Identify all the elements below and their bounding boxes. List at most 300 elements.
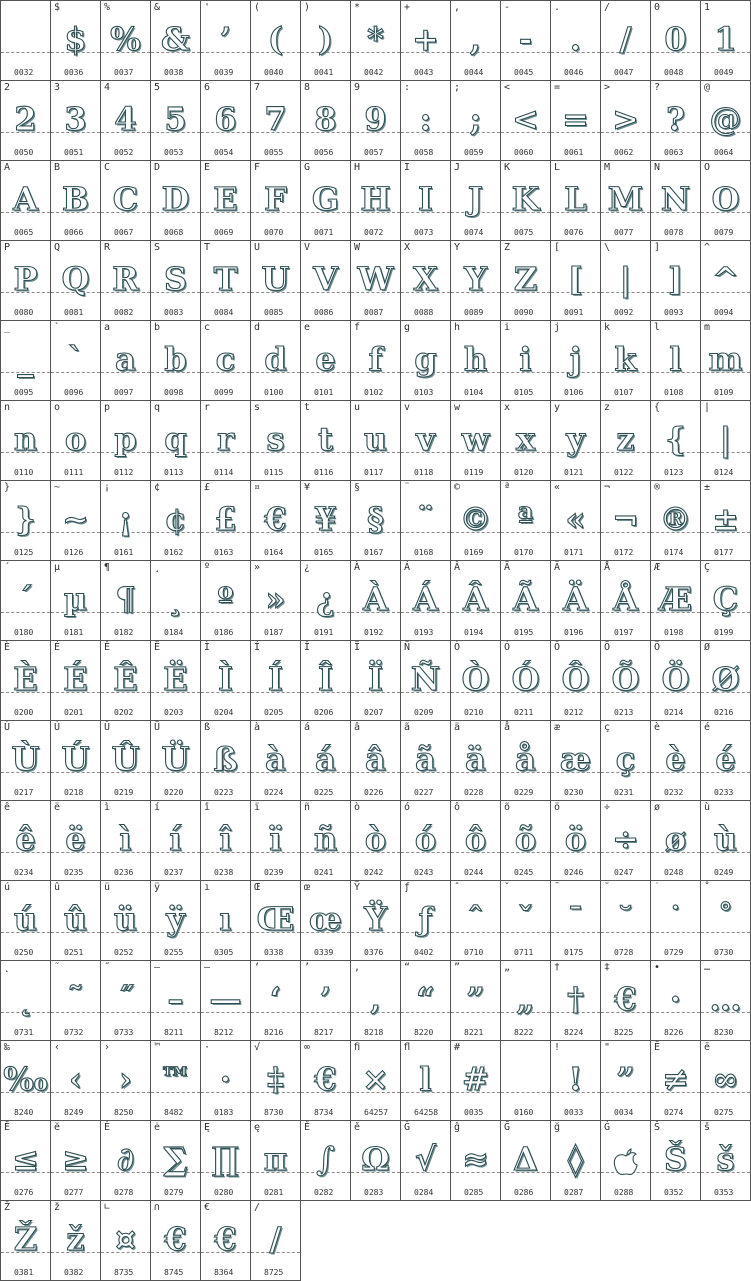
glyph-label: # [454,1042,461,1053]
glyph-cell[interactable] [501,721,551,801]
glyph-label: ¶ [104,562,111,573]
glyph-cell[interactable] [201,81,251,161]
glyph-cell[interactable] [451,1121,501,1201]
glyph-preview: ¸ [167,580,184,618]
glyph-cell[interactable] [501,801,551,881]
glyph-cell[interactable] [651,321,701,401]
glyph-cell[interactable] [651,561,701,641]
glyph-cell[interactable] [401,1041,451,1121]
glyph-cell[interactable] [101,1,151,81]
glyph-cell[interactable] [351,721,401,801]
glyph-label: Á [404,562,411,573]
glyph-cell[interactable] [151,881,201,961]
glyph-cell[interactable] [401,401,451,481]
glyph-cell[interactable] [151,161,201,241]
glyph-cell[interactable] [251,1201,301,1281]
glyph-label: æ [554,722,561,733]
glyph-cell[interactable] [601,481,651,561]
glyph-preview: ∑ [163,1140,188,1178]
glyph-label: * [354,2,361,13]
glyph-cell[interactable] [301,81,351,161]
glyph-cell[interactable] [501,1041,551,1121]
glyph-cell[interactable] [1,1121,51,1201]
glyph-cell[interactable] [651,241,701,321]
glyph-cell[interactable] [651,401,701,481]
glyph-cell[interactable] [701,81,751,161]
glyph-cell[interactable] [1,801,51,881]
glyph-code: 0382 [64,1268,84,1277]
glyph-label: Ė [104,1122,111,1133]
glyph-cell[interactable] [351,481,401,561]
glyph-cell[interactable] [201,1,251,81]
glyph-cell[interactable] [151,1121,201,1201]
glyph-label: z [604,402,611,413]
glyph-cell[interactable] [701,721,751,801]
glyph-cell[interactable] [451,321,501,401]
glyph-cell[interactable] [201,721,251,801]
glyph-cell[interactable] [1,81,51,161]
glyph-cell[interactable] [51,1041,101,1121]
glyph-cell[interactable] [401,81,451,161]
glyph-cell[interactable] [1,961,51,1041]
glyph-label: v [404,402,411,413]
glyph-cell[interactable] [251,1,301,81]
glyph-preview: ∫ [316,1140,335,1178]
glyph-cell[interactable] [401,641,451,721]
glyph-code: 0059 [464,148,484,157]
glyph-cell[interactable] [151,801,201,881]
glyph-cell[interactable] [101,161,151,241]
glyph-cell[interactable] [451,641,501,721]
glyph-cell[interactable] [651,481,701,561]
glyph-preview: ö [564,820,587,858]
glyph-cell[interactable] [351,881,401,961]
glyph-cell[interactable] [201,401,251,481]
glyph-cell[interactable] [301,1,351,81]
glyph-cell[interactable] [551,1,601,81]
glyph-cell[interactable] [201,881,251,961]
glyph-preview: „ [516,980,535,1018]
glyph-preview: Ë [163,660,188,698]
glyph-label: c [204,322,211,333]
glyph-cell[interactable] [101,321,151,401]
glyph-cell[interactable] [551,481,601,561]
glyph-cell[interactable] [301,801,351,881]
glyph-cell[interactable] [651,1041,701,1121]
glyph-cell[interactable] [501,1,551,81]
glyph-cell[interactable] [501,961,551,1041]
glyph-cell[interactable] [701,241,751,321]
glyph-cell[interactable] [651,1,701,81]
glyph-cell[interactable] [451,721,501,801]
glyph-cell[interactable] [551,721,601,801]
glyph-cell[interactable] [51,801,101,881]
glyph-cell[interactable] [51,401,101,481]
glyph-preview: ä [465,740,486,778]
glyph-code: 0085 [264,308,284,317]
glyph-preview: / [269,1220,282,1258]
glyph-cell[interactable] [1,401,51,481]
glyph-cell[interactable] [201,481,251,561]
glyph-cell[interactable] [601,401,651,481]
glyph-label: ¸ [154,562,161,573]
glyph-cell[interactable] [51,881,101,961]
glyph-cell[interactable] [51,321,101,401]
glyph-cell[interactable] [401,881,451,961]
glyph-cell[interactable] [1,161,51,241]
glyph-cell[interactable] [401,801,451,881]
glyph-code: 8730 [264,1108,284,1117]
glyph-preview: * [367,20,384,58]
glyph-cell[interactable] [401,1,451,81]
glyph-cell[interactable] [501,321,551,401]
glyph-cell[interactable] [251,721,301,801]
glyph-cell[interactable] [451,481,501,561]
glyph-cell[interactable] [651,721,701,801]
glyph-cell[interactable] [401,1121,451,1201]
glyph-cell[interactable] [101,961,151,1041]
glyph-cell[interactable] [51,1201,101,1281]
glyph-cell[interactable] [101,481,151,561]
glyph-cell[interactable] [251,561,301,641]
glyph-cell[interactable] [1,321,51,401]
glyph-preview: Ö [661,660,690,698]
glyph-cell[interactable] [501,641,551,721]
glyph-cell[interactable] [301,561,351,641]
glyph-cell[interactable] [101,1201,151,1281]
glyph-label: o [54,402,61,413]
glyph-preview: Á [413,580,438,618]
glyph-cell[interactable] [301,1121,351,1201]
glyph-cell[interactable] [101,881,151,961]
glyph-cell[interactable] [51,1121,101,1201]
glyph-cell[interactable] [401,321,451,401]
glyph-cell[interactable] [301,1041,351,1121]
glyph-cell[interactable] [351,161,401,241]
glyph-label: Ï [354,642,361,653]
glyph-cell[interactable] [351,561,401,641]
glyph-cell[interactable] [301,881,351,961]
glyph-cell[interactable] [601,881,651,961]
glyph-cell[interactable] [251,881,301,961]
glyph-cell[interactable] [201,1201,251,1281]
glyph-cell[interactable] [451,1041,501,1121]
glyph-cell[interactable] [201,161,251,241]
glyph-cell[interactable] [601,561,651,641]
glyph-cell[interactable] [551,81,601,161]
glyph-cell[interactable] [51,481,101,561]
glyph-cell[interactable] [601,641,651,721]
glyph-cell[interactable] [301,161,351,241]
glyph-cell[interactable] [501,81,551,161]
glyph-cell[interactable] [101,241,151,321]
glyph-cell[interactable] [51,961,101,1041]
glyph-cell[interactable] [301,721,351,801]
glyph-cell[interactable] [451,801,501,881]
glyph-cell[interactable] [201,641,251,721]
glyph-code: 0218 [64,788,84,797]
glyph-cell[interactable] [701,801,751,881]
glyph-cell[interactable] [51,641,101,721]
glyph-cell[interactable] [401,481,451,561]
glyph-code: 0282 [314,1188,334,1197]
glyph-cell[interactable] [51,161,101,241]
glyph-cell[interactable] [601,961,651,1041]
glyph-cell[interactable] [601,161,651,241]
glyph-label: + [404,2,411,13]
glyph-cell[interactable] [251,1121,301,1201]
glyph-cell[interactable] [451,1,501,81]
glyph-cell[interactable] [701,881,751,961]
glyph-cell[interactable] [101,721,151,801]
glyph-cell[interactable] [451,161,501,241]
glyph-cell[interactable] [351,1,401,81]
glyph-cell[interactable] [551,241,601,321]
glyph-cell[interactable] [151,561,201,641]
glyph-cell[interactable] [351,801,401,881]
glyph-cell[interactable] [601,241,651,321]
glyph-cell[interactable] [601,801,651,881]
glyph-cell[interactable] [551,881,601,961]
glyph-cell[interactable] [351,1041,401,1121]
glyph-cell[interactable] [651,801,701,881]
glyph-cell[interactable] [201,321,251,401]
glyph-code: 0236 [114,868,134,877]
glyph-cell[interactable] [201,561,251,641]
glyph-cell[interactable] [251,241,301,321]
glyph-cell[interactable] [501,161,551,241]
glyph-cell[interactable] [451,961,501,1041]
glyph-cell[interactable] [601,81,651,161]
glyph-code: 0234 [14,868,34,877]
glyph-preview: á [315,740,336,778]
glyph-code: 8217 [314,1028,334,1037]
glyph-cell[interactable] [151,1201,201,1281]
glyph-cell[interactable] [151,961,201,1041]
glyph-preview: √ [414,1140,437,1178]
glyph-cell[interactable] [551,1041,601,1121]
glyph-cell[interactable] [701,481,751,561]
glyph-cell[interactable] [101,801,151,881]
glyph-code: 0175 [564,948,584,957]
glyph-cell[interactable] [501,1121,551,1201]
glyph-cell[interactable] [1,1201,51,1281]
glyph-cell[interactable] [301,481,351,561]
glyph-cell[interactable] [301,401,351,481]
glyph-cell[interactable] [101,561,151,641]
glyph-cell[interactable] [101,1121,151,1201]
glyph-cell[interactable] [1,561,51,641]
glyph-cell[interactable] [551,321,601,401]
glyph-cell[interactable] [551,961,601,1041]
glyph-preview: T [213,260,238,298]
glyph-label: ] [654,242,661,253]
glyph-cell[interactable] [251,1041,301,1121]
glyph-preview: ï [269,820,282,858]
glyph-cell[interactable] [151,321,201,401]
glyph-cell[interactable] [1,641,51,721]
glyph-cell[interactable] [701,161,751,241]
glyph-cell[interactable] [651,641,701,721]
glyph-cell[interactable] [51,721,101,801]
glyph-cell[interactable] [701,641,751,721]
glyph-cell[interactable] [451,81,501,161]
glyph-cell[interactable] [501,881,551,961]
glyph-cell[interactable] [1,481,51,561]
glyph-cell[interactable] [351,641,401,721]
glyph-preview: · [669,980,682,1018]
glyph-label: Ç [704,562,711,573]
glyph-cell[interactable] [251,801,301,881]
glyph-cell[interactable] [651,961,701,1041]
glyph-cell[interactable] [501,481,551,561]
glyph-cell[interactable] [551,401,601,481]
glyph-cell[interactable] [151,721,201,801]
glyph-preview: n [13,420,38,458]
glyph-cell[interactable] [401,561,451,641]
glyph-cell[interactable] [651,161,701,241]
glyph-code: 0730 [714,948,734,957]
glyph-cell[interactable] [701,1121,751,1201]
glyph-preview: Ž [13,1220,38,1258]
glyph-cell[interactable] [301,241,351,321]
glyph-cell[interactable] [551,1121,601,1201]
glyph-preview: K [511,180,540,218]
glyph-preview: Ó [511,660,540,698]
glyph-cell[interactable] [251,161,301,241]
glyph-cell[interactable] [651,81,701,161]
glyph-code: 0077 [614,228,634,237]
glyph-cell[interactable] [101,81,151,161]
glyph-cell[interactable] [451,401,501,481]
glyph-cell[interactable] [551,161,601,241]
glyph-cell[interactable] [601,1,651,81]
glyph-cell[interactable] [401,241,451,321]
glyph-cell[interactable] [701,1041,751,1121]
glyph-cell[interactable] [1,881,51,961]
glyph-cell[interactable] [251,641,301,721]
glyph-cell[interactable] [651,1121,701,1201]
glyph-cell[interactable] [601,321,651,401]
glyph-cell[interactable] [351,1121,401,1201]
glyph-cell[interactable] [151,81,201,161]
glyph-cell[interactable] [501,401,551,481]
glyph-label: ˙ [654,882,661,893]
glyph-cell[interactable] [201,241,251,321]
glyph-code: 0046 [564,68,584,77]
glyph-preview: M [607,180,644,218]
glyph-cell[interactable] [151,481,201,561]
glyph-cell[interactable] [201,961,251,1041]
glyph-cell[interactable] [251,961,301,1041]
glyph-cell[interactable] [151,241,201,321]
glyph-cell[interactable] [451,241,501,321]
glyph-cell[interactable] [351,321,401,401]
glyph-cell[interactable] [201,801,251,881]
glyph-cell[interactable] [101,401,151,481]
glyph-cell[interactable] [151,401,201,481]
glyph-cell[interactable] [151,641,201,721]
glyph-cell[interactable] [251,401,301,481]
glyph-cell[interactable] [301,961,351,1041]
glyph-cell[interactable] [301,321,351,401]
glyph-cell[interactable] [351,961,401,1041]
glyph-cell[interactable] [1,1041,51,1121]
glyph-cell[interactable] [201,1121,251,1201]
glyph-cell[interactable] [401,161,451,241]
glyph-cell[interactable] [451,561,501,641]
glyph-cell[interactable] [501,241,551,321]
glyph-code: 0220 [164,788,184,797]
glyph-code: 0353 [714,1188,734,1197]
glyph-cell[interactable] [701,561,751,641]
glyph-preview: Æ [658,580,693,618]
glyph-preview: · [219,1060,232,1098]
glyph-cell[interactable] [51,561,101,641]
glyph-cell[interactable] [701,401,751,481]
glyph-cell[interactable] [1,721,51,801]
glyph-cell[interactable] [551,641,601,721]
glyph-cell[interactable] [51,241,101,321]
glyph-cell[interactable] [201,1041,251,1121]
glyph-cell[interactable] [501,561,551,641]
glyph-code: 0205 [264,708,284,717]
glyph-code: 0119 [464,468,484,477]
glyph-cell[interactable] [251,321,301,401]
glyph-label: ( [254,2,261,13]
glyph-code: 0241 [314,868,334,877]
glyph-cell[interactable] [251,481,301,561]
glyph-cell[interactable] [601,1121,651,1201]
glyph-cell[interactable] [451,881,501,961]
glyph-cell[interactable] [701,961,751,1041]
glyph-cell[interactable] [151,1,201,81]
glyph-cell[interactable] [51,1,101,81]
glyph-preview: q [164,420,187,458]
glyph-label: b [154,322,161,333]
glyph-label: x [504,402,511,413]
glyph-cell[interactable] [1,241,51,321]
glyph-preview: â [365,740,386,778]
glyph-cell[interactable] [351,81,401,161]
glyph-cell[interactable] [251,81,301,161]
glyph-cell[interactable] [601,721,651,801]
glyph-cell[interactable] [651,881,701,961]
glyph-cell[interactable] [551,801,601,881]
glyph-code: 0124 [714,468,734,477]
glyph-code: 8220 [414,1028,434,1037]
glyph-cell[interactable] [101,641,151,721]
glyph-cell[interactable] [401,961,451,1041]
glyph-cell[interactable] [51,81,101,161]
glyph-cell[interactable] [401,721,451,801]
glyph-cell[interactable] [601,1041,651,1121]
glyph-cell[interactable] [151,1041,201,1121]
glyph-preview: ¢ [164,500,187,538]
glyph-cell[interactable] [701,321,751,401]
glyph-cell[interactable] [551,561,601,641]
glyph-cell[interactable] [1,1,51,81]
glyph-cell[interactable] [351,241,401,321]
glyph-cell[interactable] [101,1041,151,1121]
glyph-cell[interactable] [301,641,351,721]
glyph-code: 0083 [164,308,184,317]
glyph-cell[interactable] [351,401,401,481]
glyph-code: 0287 [564,1188,584,1197]
glyph-preview: π [263,1140,288,1178]
glyph-label: Ĝ [404,1122,411,1133]
glyph-cell[interactable] [701,1,751,81]
